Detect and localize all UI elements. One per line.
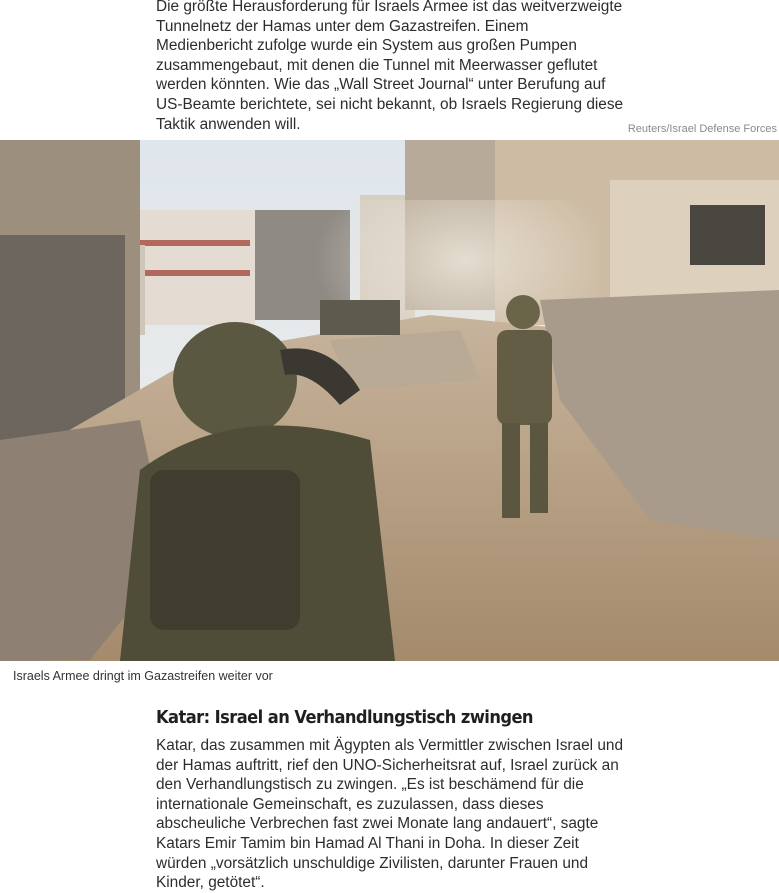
image-caption: Israels Armee dringt im Gazastreifen weiter vor	[13, 669, 273, 683]
article-photo	[0, 140, 779, 661]
section-heading: Katar: Israel an Verhandlungstisch zwingen	[156, 708, 533, 728]
intro-paragraph: Die größte Herausforderung für Israels Armee ist das weitverzweigte Tunnelnetz der Hamas unter dem Gazastreifen. Einem Medienbericht zufolge wurde ein System aus großen Pumpen zusammengebaut, mit denen die Tunnel mit Meerwasser geflutet werden könnten. Wie das „Wall Street Journal“ unter Berufung auf US-Beamte berichtete, sei nicht bekannt, ob Israels Regierung diese Taktik anwenden will.	[156, 0, 624, 133]
image-credit: Reuters/Israel Defense Forces	[627, 123, 777, 135]
section-paragraph: Katar, das zusammen mit Ägypten als Vermittler zwischen Israel und der Hamas auftritt, rief den UNO-Sicherheitsrat auf, Israel zurück an den Verhandlungstisch zu zwingen. „Es ist beschämend für die internationale Gemeinschaft, es zuzulassen, dass dieses abscheuliche Verbrechen fast zwei Monate lang andauert“, sagte Katars Emir Tamim bin Hamad Al Thani in Doha. In dieser Zeit würden „vorsätzlich unschuldige Zivilisten, darunter Frauen und Kinder, getötet“.	[156, 737, 624, 892]
